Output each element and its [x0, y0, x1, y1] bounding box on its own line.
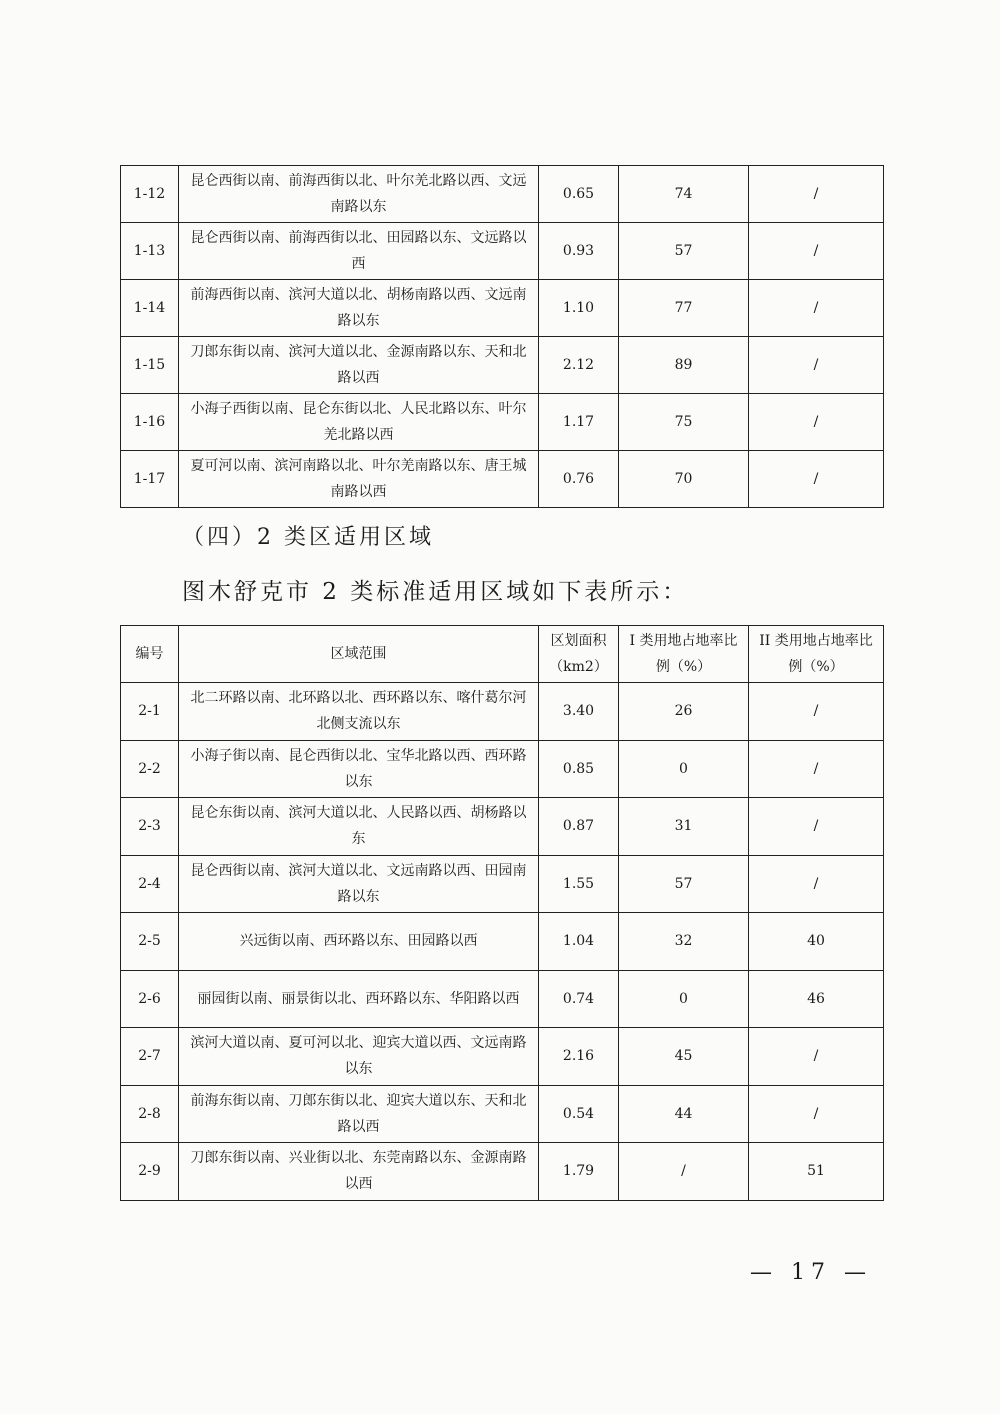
zone-class1-ratio: 74: [619, 166, 749, 223]
zone-id: 2-8: [121, 1085, 179, 1143]
zone-class2-ratio: /: [749, 394, 884, 451]
header-id: 编号: [121, 626, 179, 683]
zone-class1-ratio: 57: [619, 855, 749, 913]
zone-class2-ratio: /: [749, 280, 884, 337]
table-row: [121, 913, 884, 971]
zone-area: 丽园街以南、丽景街以北、西环路以东、华阳路以西: [179, 970, 539, 1028]
zone-area: 昆仑东街以南、滨河大道以北、人民路以西、胡杨路以东: [179, 798, 539, 856]
zone-area: 小海子街以南、昆仑西街以北、宝华北路以西、西环路以东: [179, 740, 539, 798]
zone-area: 兴远街以南、西环路以东、田园路以西: [179, 913, 539, 971]
header-class1-ratio: I 类用地占地率比例（%）: [619, 626, 749, 683]
zone-area: 前海西街以南、滨河大道以北、胡杨南路以西、文远南路以东: [179, 280, 539, 337]
zone-area: 夏可河以南、滨河南路以北、叶尔羌南路以东、唐王城南路以西: [179, 451, 539, 508]
zone-class1-ratio: 70: [619, 451, 749, 508]
zone-class2-ratio: 40: [749, 913, 884, 971]
zone-area: 刀郎东街以南、滨河大道以北、金源南路以东、天和北路以西: [179, 337, 539, 394]
zone-class1-ratio: 77: [619, 280, 749, 337]
class2-area-table: [120, 625, 884, 1201]
zone-class1-ratio: 57: [619, 223, 749, 280]
zone-id: 2-4: [121, 855, 179, 913]
zone-class2-ratio: /: [749, 166, 884, 223]
zone-size: 2.16: [539, 1028, 619, 1086]
zone-id: 2-9: [121, 1143, 179, 1201]
zone-class1-ratio: 31: [619, 798, 749, 856]
table-row: [121, 798, 884, 856]
table-row: [121, 451, 884, 508]
zone-size: 3.40: [539, 683, 619, 741]
zone-size: 0.93: [539, 223, 619, 280]
table-row: [121, 740, 884, 798]
table-header-row: [121, 626, 884, 683]
zone-class2-ratio: /: [749, 1085, 884, 1143]
zone-size: 0.74: [539, 970, 619, 1028]
zone-class2-ratio: /: [749, 683, 884, 741]
table-row: [121, 970, 884, 1028]
zone-size: 1.17: [539, 394, 619, 451]
zone-area: 滨河大道以南、夏可河以北、迎宾大道以西、文远南路以东: [179, 1028, 539, 1086]
table-row: [121, 1085, 884, 1143]
zone-class1-ratio: 0: [619, 740, 749, 798]
zone-area: 北二环路以南、北环路以北、西环路以东、喀什葛尔河北侧支流以东: [179, 683, 539, 741]
zone-class2-ratio: /: [749, 740, 884, 798]
table-row: [121, 683, 884, 741]
zone-class1-ratio: 75: [619, 394, 749, 451]
zone-class2-ratio: /: [749, 1028, 884, 1086]
zone-size: 2.12: [539, 337, 619, 394]
table-row: [121, 337, 884, 394]
zone-class1-ratio: 0: [619, 970, 749, 1028]
zone-class2-ratio: /: [749, 451, 884, 508]
page-number: — 17 —: [750, 1260, 872, 1285]
zone-id: 1-12: [121, 166, 179, 223]
zone-area: 昆仑西街以南、前海西街以北、田园路以东、文远路以西: [179, 223, 539, 280]
zone-class2-ratio: 46: [749, 970, 884, 1028]
zone-class2-ratio: /: [749, 855, 884, 913]
zone-size: 1.10: [539, 280, 619, 337]
zone-class1-ratio: 89: [619, 337, 749, 394]
zone-area: 昆仑西街以南、滨河大道以北、文远南路以西、田园南路以东: [179, 855, 539, 913]
class1-area-table-continued: [120, 165, 884, 508]
zone-class1-ratio: 44: [619, 1085, 749, 1143]
header-class2-ratio: II 类用地占地率比例（%）: [749, 626, 884, 683]
zone-class1-ratio: /: [619, 1143, 749, 1201]
table-row: [121, 1028, 884, 1086]
section-heading: （四）2 类区适用区域: [182, 525, 434, 550]
zone-class2-ratio: 51: [749, 1143, 884, 1201]
zone-class2-ratio: /: [749, 798, 884, 856]
zone-class1-ratio: 45: [619, 1028, 749, 1086]
zone-id: 1-17: [121, 451, 179, 508]
zone-size: 1.79: [539, 1143, 619, 1201]
zone-size: 0.54: [539, 1085, 619, 1143]
zone-area: 昆仑西街以南、前海西街以北、叶尔羌北路以西、文远南路以东: [179, 166, 539, 223]
zone-size: 1.55: [539, 855, 619, 913]
zone-id: 1-14: [121, 280, 179, 337]
zone-id: 2-5: [121, 913, 179, 971]
zone-area: 小海子西街以南、昆仑东街以北、人民北路以东、叶尔羌北路以西: [179, 394, 539, 451]
zone-class1-ratio: 32: [619, 913, 749, 971]
zone-size: 1.04: [539, 913, 619, 971]
zone-id: 2-2: [121, 740, 179, 798]
table-row: [121, 1143, 884, 1201]
table-row: [121, 394, 884, 451]
zone-class1-ratio: 26: [619, 683, 749, 741]
table-row: [121, 855, 884, 913]
zone-size: 0.76: [539, 451, 619, 508]
zone-id: 1-13: [121, 223, 179, 280]
zone-area: 刀郎东街以南、兴业街以北、东莞南路以东、金源南路以西: [179, 1143, 539, 1201]
zone-id: 2-6: [121, 970, 179, 1028]
header-area: 区域范围: [179, 626, 539, 683]
zone-size: 0.85: [539, 740, 619, 798]
zone-id: 2-3: [121, 798, 179, 856]
zone-id: 1-16: [121, 394, 179, 451]
zone-id: 2-7: [121, 1028, 179, 1086]
zone-area: 前海东街以南、刀郎东街以北、迎宾大道以东、天和北路以西: [179, 1085, 539, 1143]
zone-id: 2-1: [121, 683, 179, 741]
header-size: 区划面积（km2）: [539, 626, 619, 683]
table-row: [121, 280, 884, 337]
zone-size: 0.87: [539, 798, 619, 856]
zone-id: 1-15: [121, 337, 179, 394]
table-row: [121, 166, 884, 223]
zone-size: 0.65: [539, 166, 619, 223]
zone-class2-ratio: /: [749, 337, 884, 394]
intro-paragraph: 图木舒克市 2 类标准适用区域如下表所示：: [182, 579, 689, 605]
table-row: [121, 223, 884, 280]
zone-class2-ratio: /: [749, 223, 884, 280]
